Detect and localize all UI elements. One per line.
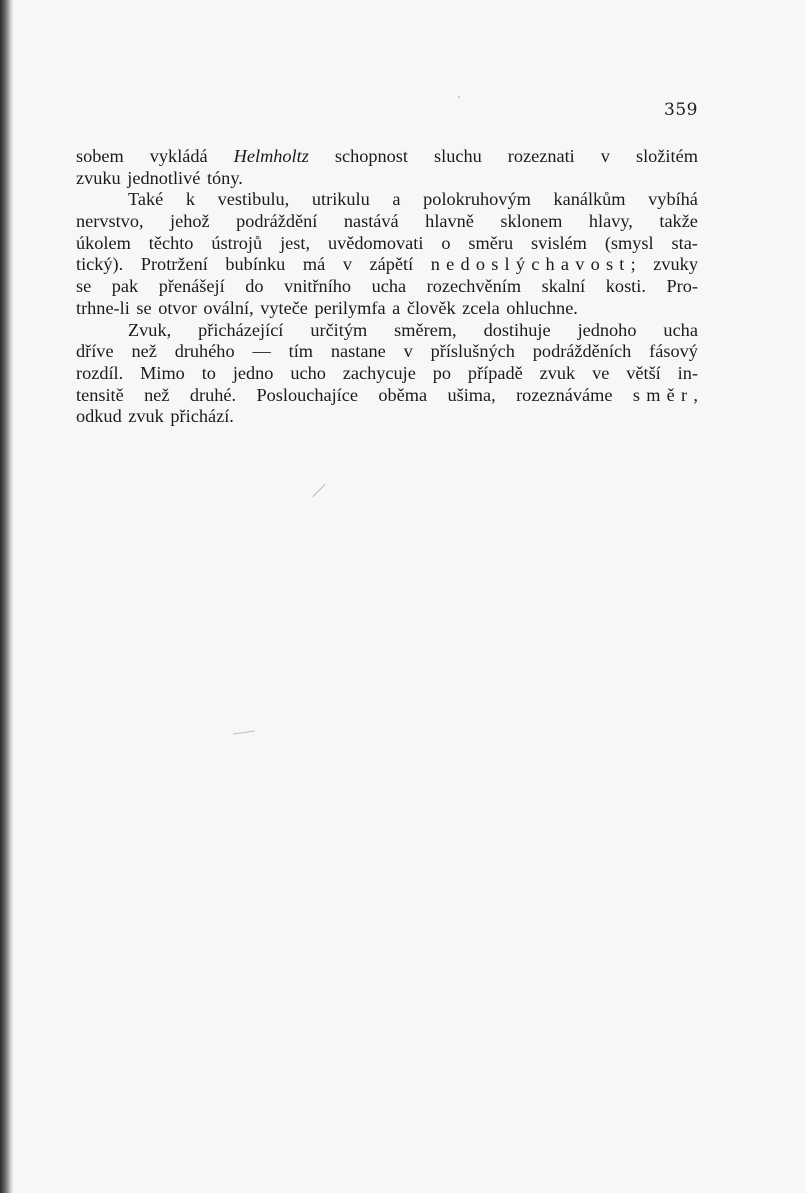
text-line [76, 363, 698, 385]
punctuation: , [693, 384, 698, 405]
word: kanálkům [553, 189, 626, 210]
word: sta- [671, 232, 698, 253]
word: nastává [343, 211, 399, 232]
text-line [76, 146, 698, 168]
word: složitém [635, 146, 698, 166]
spaced-word: nedoslýchavost [430, 254, 631, 275]
word: k [185, 189, 196, 210]
word: Mimo [140, 362, 185, 383]
text-line [76, 233, 698, 255]
word: podráždění [236, 211, 318, 232]
word: druhé. [189, 384, 237, 405]
word: schopnost [334, 146, 408, 166]
italic-word: Helmholtz [233, 146, 309, 166]
spaced-word: směr [632, 384, 694, 405]
page-number: 359 [664, 100, 698, 120]
word: hlavně [425, 211, 474, 232]
word: skalní [541, 276, 586, 297]
word: rozeznati [507, 146, 575, 166]
word: dříve [76, 341, 114, 362]
word: jehož [170, 211, 210, 232]
word: po [432, 362, 452, 383]
word: Také [128, 189, 164, 210]
word: takže [659, 211, 698, 232]
word: jest, [280, 232, 311, 253]
word: a [392, 297, 401, 318]
binding-shadow [0, 0, 14, 1193]
word: zvuky [653, 254, 698, 275]
text-line [76, 341, 698, 363]
word: těchto [148, 232, 194, 253]
word: do [245, 276, 264, 297]
word: ohluchne. [506, 297, 578, 318]
word: vestibulu, [217, 189, 290, 210]
punctuation: ; [630, 254, 636, 275]
word: směru [468, 232, 514, 253]
word: podrážděních [532, 341, 632, 362]
word: úkolem [76, 232, 131, 253]
emphasized-word [431, 254, 636, 276]
word: než [144, 384, 170, 405]
word: kosti. [605, 276, 646, 297]
word: ušima, [447, 384, 496, 405]
word: směrem, [394, 319, 457, 340]
word: in- [677, 362, 698, 383]
text-line [76, 320, 698, 342]
word: než [131, 341, 157, 362]
word: se [136, 297, 152, 318]
word: sobem [76, 146, 124, 166]
text-line [76, 254, 698, 276]
word: větší [626, 362, 661, 383]
word: vyteče [260, 297, 308, 318]
word: ucho [290, 362, 326, 383]
word: sklonem [500, 211, 563, 232]
word: nervstvo, [76, 211, 144, 232]
word: bubínku [225, 254, 286, 275]
word: vybíhá [648, 189, 698, 210]
word: tický). [76, 254, 124, 275]
word: hlavy, [588, 211, 633, 232]
text-line [76, 168, 698, 190]
word: zachycuje [342, 362, 416, 383]
word: přenášejí [158, 276, 225, 297]
word: odkud [76, 406, 122, 427]
word: sluchu [434, 146, 482, 166]
word: ovální, [203, 297, 254, 318]
word: jedno [232, 362, 274, 383]
paragraph [76, 189, 698, 319]
word: rozeznáváme [516, 384, 613, 405]
word: jednotlivé [127, 167, 201, 188]
word: případě [467, 362, 523, 383]
word: tóny. [206, 167, 243, 188]
word: rozdíl. [76, 362, 124, 383]
word: určitým [310, 319, 368, 340]
word: ucha [663, 319, 698, 340]
word: perilymfa [314, 297, 386, 318]
paragraph [76, 146, 698, 189]
word: má [302, 254, 326, 275]
word: dostihuje [483, 319, 551, 340]
word: ve [592, 362, 610, 383]
word: ucha [371, 276, 407, 297]
word: tím [288, 341, 314, 362]
word: otvor [158, 297, 197, 318]
word: příslušných [430, 341, 515, 362]
paragraph [76, 320, 698, 428]
word: Zvuk, [128, 319, 172, 340]
word: o [441, 232, 451, 253]
text-line [76, 385, 698, 407]
word: utrikulu [311, 189, 370, 210]
emphasized-word [633, 385, 698, 407]
word: Protržení [140, 254, 208, 275]
word: polokruhovým [423, 189, 531, 210]
word: to [201, 362, 216, 383]
word: druhého [174, 341, 235, 362]
word: se [76, 276, 92, 297]
word: zvuk [128, 406, 164, 427]
word: uvědomovati [327, 232, 424, 253]
word: přicházející [198, 319, 284, 340]
scan-speck [312, 484, 325, 497]
word: ústrojů [211, 232, 263, 253]
word: (smysl [604, 232, 654, 253]
word: fásový [649, 341, 698, 362]
scan-speck [458, 96, 460, 98]
text-line [76, 406, 698, 428]
word: oběma [378, 384, 428, 405]
scan-speck [233, 730, 255, 734]
word: v [403, 341, 413, 362]
word: — [252, 341, 271, 362]
word: přichází. [170, 406, 234, 427]
word: a [392, 189, 401, 210]
word: zcela [462, 297, 500, 318]
word: v [600, 146, 610, 166]
word: nastane [330, 341, 386, 362]
word: jednoho [577, 319, 637, 340]
word: vnitřního [284, 276, 352, 297]
word: zápětí [369, 254, 414, 275]
text-line [76, 189, 698, 211]
text-line [76, 211, 698, 233]
word: Pro- [666, 276, 698, 297]
word: vykládá [149, 146, 208, 166]
word: Poslouchajíce [256, 384, 358, 405]
word: člověk [406, 297, 456, 318]
word: v [342, 254, 352, 275]
word: pak [111, 276, 139, 297]
text-line [76, 298, 698, 320]
word: rozechvěním [426, 276, 522, 297]
word: tensitě [76, 384, 124, 405]
word: zvuku [76, 167, 121, 188]
word: svislém [531, 232, 587, 253]
text-line [76, 276, 698, 298]
body-text [76, 146, 698, 428]
word: zvuk [539, 362, 576, 383]
word: trhne-li [76, 297, 130, 318]
